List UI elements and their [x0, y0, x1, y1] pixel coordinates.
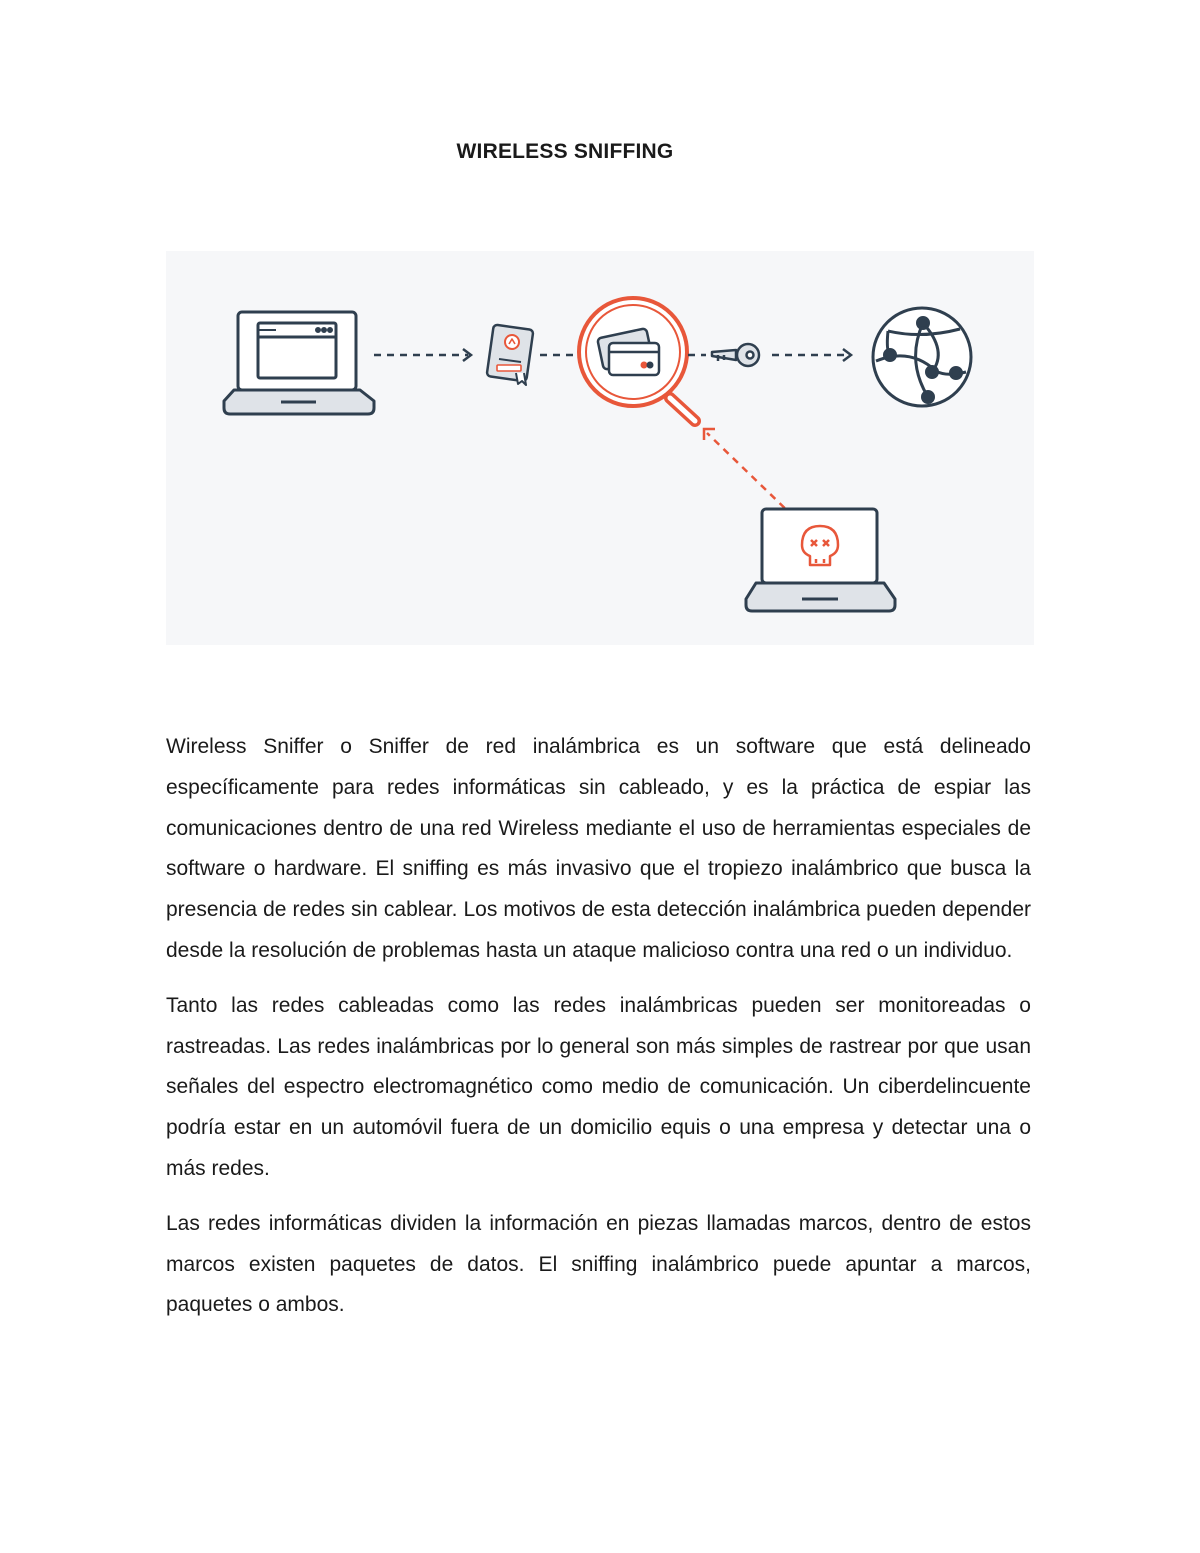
globe-network-icon — [873, 308, 971, 406]
laptop-icon — [224, 312, 374, 414]
attacker-intercept-arrow — [704, 429, 794, 517]
paragraph-1: Wireless Sniffer o Sniffer de red inalámbrica es un software que está delineado específicamente para redes informáticas sin cableado, y es la práctica de espiar las comunicaciones dentro de una red Wireless mediante el uso de herramientas especiales de software o hardware. El sniffing es más invasivo que el tropiezo inalámbrico que busca la presencia de redes sin cablear. Los motivos de esta detección inalámbrica pueden depender desde la resolución de problemas hasta un ataque malicioso contra una red o un individuo. — [166, 735, 1031, 962]
document-body — [166, 727, 1031, 1340]
wireless-sniffing-illustration — [166, 251, 1034, 645]
paragraph-2: Tanto las redes cableadas como las redes inalámbricas pueden ser monitoreadas o rastreadas. Las redes inalámbricas por lo general son más simples de rastrear por que usan señales del espectro electromagnético como medio de comunicación. Un ciberdelincuente podría estar en un automóvil fuera de un domicilio equis o una empresa y detectar una o más redes. — [166, 993, 1031, 1180]
paragraph-3: Las redes informáticas dividen la información en piezas llamadas marcos, dentro de estos marcos existen paquetes de datos. El sniffing inalámbrico puede apuntar a marcos, paquetes o ambos. — [166, 1211, 1031, 1317]
page-title: WIRELESS SNIFFING — [456, 140, 674, 163]
data-flow-arrow — [374, 349, 471, 361]
key-icon — [712, 344, 759, 366]
data-flow-arrow — [772, 349, 851, 361]
certificate-icon — [487, 324, 534, 385]
